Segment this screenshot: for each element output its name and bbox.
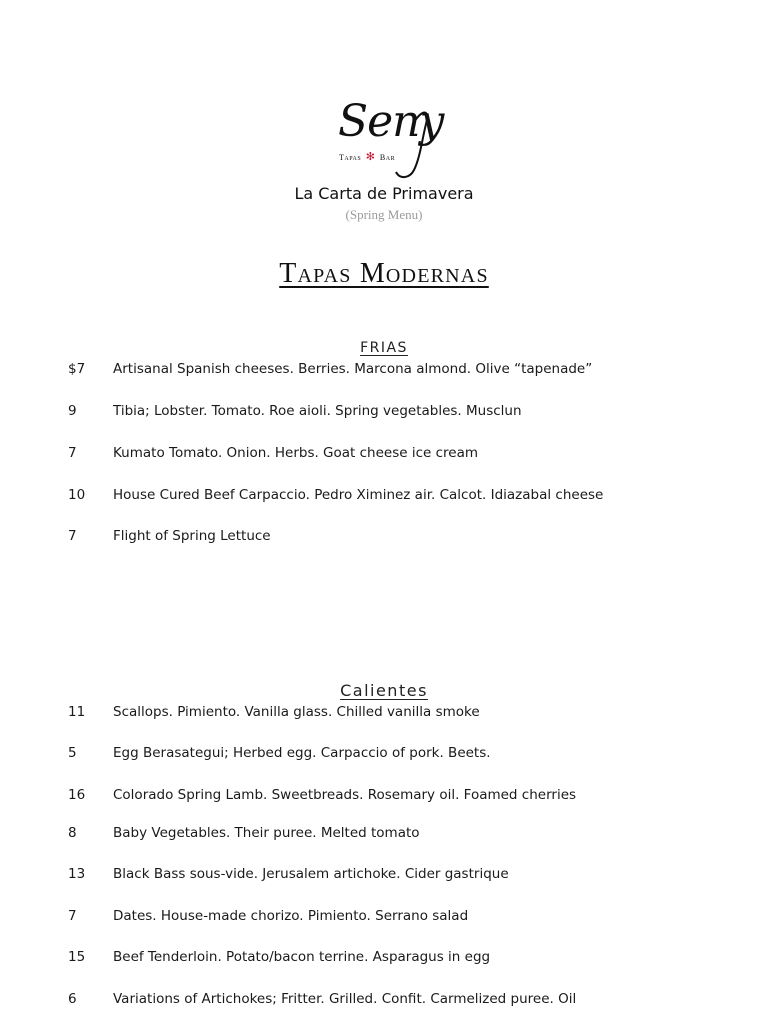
- item-price: 13: [68, 866, 86, 882]
- item-price: 10: [68, 487, 86, 503]
- menu-item: [0, 528, 768, 548]
- item-description: Baby Vegetables. Their puree. Melted tomato: [113, 825, 420, 841]
- item-description: Artisanal Spanish cheeses. Berries. Marcona almond. Olive “tapenade”: [113, 361, 593, 377]
- item-price: 16: [68, 787, 86, 803]
- item-description: Kumato Tomato. Onion. Herbs. Goat cheese ice cream: [113, 445, 479, 461]
- item-description: Egg Berasategui; Herbed egg. Carpaccio of pork. Beets.: [113, 745, 491, 761]
- menu-title: La Carta de Primavera: [294, 184, 474, 203]
- star-icon: ✻: [365, 151, 376, 163]
- menu-item: [0, 949, 768, 969]
- frias-heading: FRIAS: [360, 340, 408, 356]
- item-price: $7: [68, 361, 86, 377]
- section-title: Tapas Modernas: [279, 258, 489, 289]
- item-description: House Cured Beef Carpaccio. Pedro Ximinez air. Calcot. Idiazabal cheese: [113, 487, 604, 503]
- item-price: 7: [68, 908, 77, 924]
- menu-item: [0, 991, 768, 1011]
- menu-item: [0, 487, 768, 507]
- menu-item: [0, 403, 768, 423]
- logo-subtitle-left: Tapas: [339, 153, 362, 162]
- item-description: Dates. House-made chorizo. Pimiento. Serrano salad: [113, 908, 469, 924]
- logo-subtitle: [339, 150, 395, 163]
- logo-wordmark: Seny: [338, 96, 444, 147]
- item-price: 6: [68, 991, 77, 1007]
- item-price: 7: [68, 445, 77, 461]
- logo-subtitle-right: Bar: [379, 153, 396, 162]
- menu-item: [0, 866, 768, 886]
- item-price: 8: [68, 825, 77, 841]
- item-description: Colorado Spring Lamb. Sweetbreads. Rosemary oil. Foamed cherries: [113, 787, 577, 803]
- item-price: 11: [68, 704, 86, 720]
- item-price: 15: [68, 949, 86, 965]
- menu-item: [0, 361, 768, 381]
- item-price: 5: [68, 745, 77, 761]
- item-price: 9: [68, 403, 77, 419]
- item-description: Tibia; Lobster. Tomato. Roe aioli. Spring vegetables. Musclun: [113, 403, 522, 419]
- item-description: Black Bass sous-vide. Jerusalem artichoke. Cider gastrique: [113, 866, 509, 882]
- menu-subtitle: (Spring Menu): [345, 207, 423, 222]
- calientes-heading: Calientes: [340, 681, 428, 700]
- menu-item: [0, 445, 768, 465]
- item-description: Flight of Spring Lettuce: [113, 528, 271, 544]
- menu-item: [0, 704, 768, 724]
- item-description: Beef Tenderloin. Potato/bacon terrine. Asparagus in egg: [113, 949, 491, 965]
- item-description: Scallops. Pimiento. Vanilla glass. Chilled vanilla smoke: [113, 704, 480, 720]
- item-price: 7: [68, 528, 77, 544]
- item-description: Variations of Artichokes; Fritter. Grilled. Confit. Carmelized puree. Oil: [113, 991, 577, 1007]
- menu-item: [0, 745, 768, 765]
- menu-item: [0, 787, 768, 807]
- menu-item: [0, 908, 768, 928]
- seny-logo: [330, 96, 444, 182]
- menu-item: [0, 825, 768, 845]
